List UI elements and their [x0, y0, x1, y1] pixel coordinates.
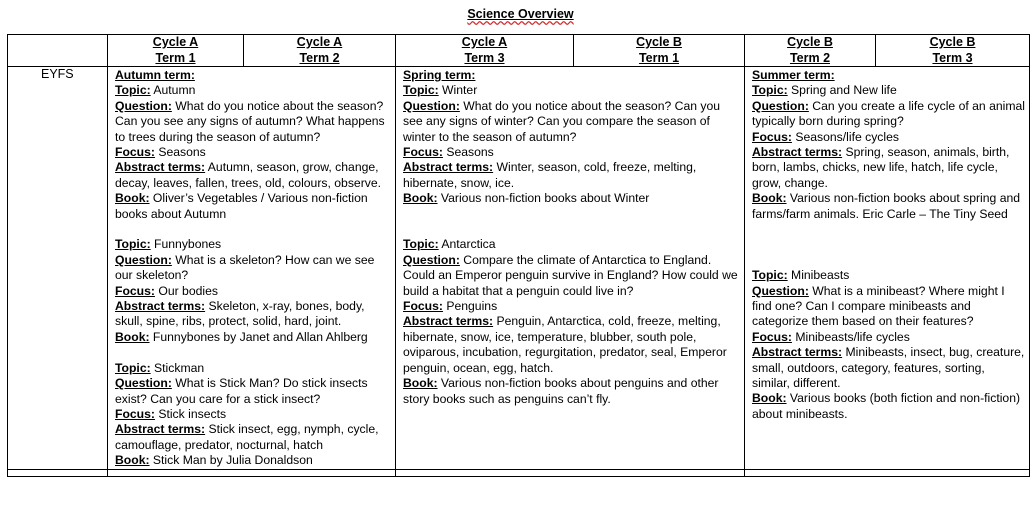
summer-unit-1-question: Question: Can you create a life cycle of an animal typically born during spring?: [752, 98, 1025, 129]
autumn-unit-2-topic: Topic: Funnybones: [115, 237, 222, 252]
summer-unit-2-book: Book: Various books (both fiction and non-fiction) about minibeasts.: [752, 391, 1021, 421]
spring-unit-2-question: Question: Compare the climate of Antarctica to England. Could an Emperor penguin survive in England? How could we build a habitat that a penguin could live in?: [403, 252, 738, 298]
header-row: [8, 35, 1030, 67]
science-overview-table: [7, 34, 1030, 477]
autumn-term-cell: [108, 67, 396, 470]
autumn-unit-2-abstract: Abstract terms: Skeleton, x-ray, bones, body, skull, spine, ribs, protect, solid, hard, joint.: [115, 299, 365, 329]
eyfs-row: [8, 67, 1030, 470]
autumn-unit-2-focus: Focus: Our bodies: [115, 283, 218, 298]
autumn-term-heading: Autumn term:: [115, 68, 195, 82]
document-title: Science Overview: [467, 7, 574, 21]
header-cycle-a-term-3: Cycle A Term 3: [396, 35, 574, 67]
autumn-unit-2-question: Question: What is a skeleton? How can we see our skeleton?: [115, 252, 375, 283]
header-cycle-b-term-2: Cycle B Term 2: [745, 35, 876, 67]
spring-unit-1-abstract: Abstract terms: Winter, season, cold, freeze, melting, hibernate, snow, ice.: [403, 160, 697, 190]
header-cycle-a-term-2: Cycle A Term 2: [244, 35, 396, 67]
header-cycle-b-term-1: Cycle B Term 1: [574, 35, 745, 67]
spring-unit-2-book: Book: Various non-fiction books about penguins and other story books such as penguins can’t fly.: [403, 376, 719, 406]
autumn-unit-3-question: Question: What is Stick Man? Do stick insects exist? Can you care for a stick insect?: [115, 376, 368, 406]
row-label-eyfs: EYFS: [8, 67, 108, 470]
spring-unit-1-focus: Focus: Seasons: [403, 145, 494, 160]
spring-unit-1-question: Question: What do you notice about the season? Can you see any signs of winter? Can you compare the season of winter to the season of autumn?: [403, 98, 721, 144]
summer-term-heading: Summer term:: [752, 68, 835, 82]
autumn-unit-1-question: Question: What do you notice about the season? Can you see any signs of autumn? What happens to trees during the season of autumn?: [115, 98, 385, 144]
summer-unit-2-question: Question: What is a minibeast? Where might I find one? Can I compare minibeasts and categorize them based on their features?: [752, 283, 1005, 329]
summer-unit-2-topic: Topic: Minibeasts: [752, 268, 850, 283]
autumn-unit-1-topic: Topic: Autumn: [115, 83, 196, 98]
autumn-unit-3-focus: Focus: Stick insects: [115, 406, 227, 421]
autumn-unit-1-abstract: Abstract terms: Autumn, season, grow, change, decay, leaves, fallen, trees, old, colours, observe.: [115, 160, 382, 190]
summer-unit-2-focus: Focus: Minibeasts/life cycles: [752, 329, 910, 344]
spring-unit-1-topic: Topic: Winter: [403, 83, 478, 98]
summer-term-cell: [745, 67, 1030, 470]
spring-term-cell: [396, 67, 745, 470]
summer-unit-1-abstract: Abstract terms: Spring, season, animals, birth, born, lambs, chicks, new life, hatch, life cycle, grow, change.: [752, 145, 1010, 190]
summer-unit-1-topic: Topic: Spring and New life: [752, 83, 897, 98]
autumn-unit-3-abstract: Abstract terms: Stick insect, egg, nymph, cycle, camouflage, predator, nocturnal, hatch: [115, 422, 379, 452]
spring-unit-2-abstract: Abstract terms: Penguin, Antarctica, cold, freeze, melting, hibernate, snow, ice, temperature, blubber, south pole, oviparous, incubation, regurgitation, predator, seal, Emperor penguin, ocean, egg, hatch.: [403, 314, 727, 375]
corner-cell: [8, 35, 108, 67]
header-cycle-b-term-3: Cycle B Term 3: [876, 35, 1030, 67]
summer-unit-1-book: Book: Various non-fiction books about spring and farms/farm animals. Eric Carle – The Tiny Seed: [752, 191, 1021, 221]
autumn-unit-3-book: Book: Stick Man by Julia Donaldson: [115, 453, 313, 468]
spring-unit-2-focus: Focus: Penguins: [403, 299, 498, 314]
spring-term-heading: Spring term:: [403, 68, 476, 82]
spring-unit-1-book: Book: Various non-fiction books about Winter: [403, 191, 650, 206]
autumn-unit-2-book: Book: Funnybones by Janet and Allan Ahlberg: [115, 329, 368, 344]
autumn-unit-1-focus: Focus: Seasons: [115, 145, 206, 160]
next-row: [8, 469, 1030, 476]
summer-unit-1-focus: Focus: Seasons/life cycles: [752, 129, 899, 144]
spring-unit-2-topic: Topic: Antarctica: [403, 237, 496, 252]
autumn-unit-1-book: Book: Oliver’s Vegetables / Various non-fiction books about Autumn: [115, 191, 368, 221]
summer-unit-2-abstract: Abstract terms: Minibeasts, insect, bug, creature, small, outdoors, category, features, sorting, similar, different.: [752, 345, 1025, 391]
autumn-unit-3-topic: Topic: Stickman: [115, 360, 205, 375]
header-cycle-a-term-1: Cycle A Term 1: [108, 35, 244, 67]
